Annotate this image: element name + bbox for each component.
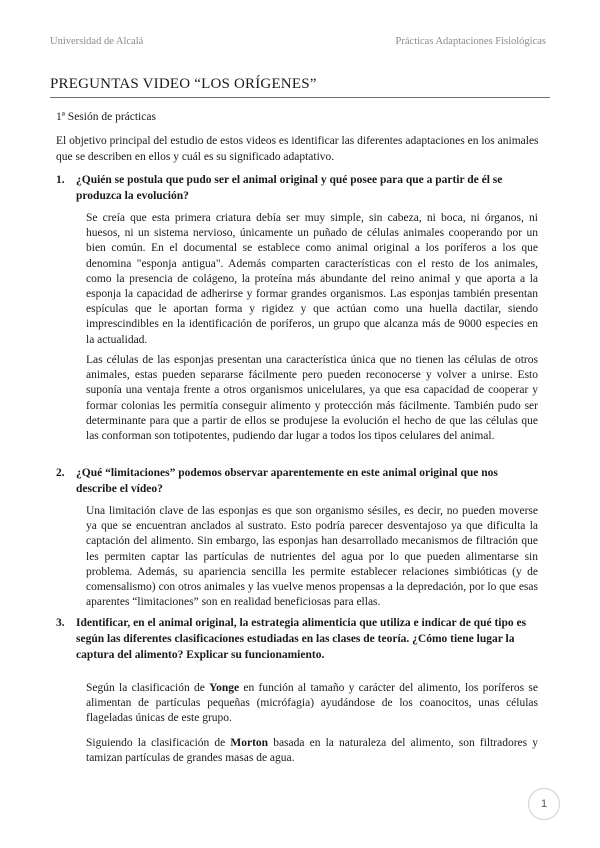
classification-name: Yonge	[209, 682, 240, 694]
session-label: 1ª Sesión de prácticas	[56, 111, 156, 123]
classification-name: Morton	[230, 737, 269, 749]
question-2	[56, 465, 536, 497]
answer-3-paragraph-1	[86, 681, 538, 727]
answer-text: Siguiendo la clasificación de	[86, 737, 231, 749]
answer-text: en función al tamaño y carácter del alimento, los poríferos se alimentan de partículas pequeñas (micrófagia) ayudándose de los coanocitos, unas células flageladas únicas de este grupo.	[86, 682, 539, 725]
answer-3-paragraph-2	[86, 736, 538, 766]
header-course: Prácticas Adaptaciones Fisiológicas	[395, 36, 546, 47]
question-text: ¿Qué “limitaciones” podemos observar aparentemente en este animal original que nos describe el vídeo?	[76, 467, 498, 495]
question-number: 3.	[56, 617, 65, 629]
intro-paragraph: El objetivo principal del estudio de estos videos es identificar las diferentes adaptaciones en los animales que se describen en ellos y cuál es su significado adaptativo.	[56, 135, 539, 163]
question-3	[56, 615, 536, 663]
answer-2-paragraph-1: Una limitación clave de las esponjas es que son organismo sésiles, es decir, no pueden moverse ya que se encuentran anclados al sustrato. Esto podría parecer desventajoso ya que dificulta la captación del alimento. Sin embargo, las esponjas han desarrollado mecanismos de filtración que les permiten captar las partículas de nutrientes del agua por lo que pueden alimentarse sin problema. Además, su apariencia sencilla les permite establecer relaciones simbióticas (y de comensalismo) con otros animales y las vuelve menos propensas a la depredación, por lo que esas aparentes “limitaciones” son en realidad beneficiosas para ellas.	[86, 505, 538, 609]
page-title: PREGUNTAS VIDEO “LOS ORÍGENES”	[50, 76, 550, 98]
question-text: Identificar, en el animal original, la estrategia alimenticia que utiliza e indicar de qué tipo es según las diferentes clasificaciones estudiadas en las clases de teoría. ¿Cómo tiene lugar la captura del alimento? Explicar su funcionamiento.	[76, 617, 527, 661]
question-number: 1.	[56, 174, 65, 186]
question-number: 2.	[56, 467, 65, 479]
header-university: Universidad de Alcalá	[50, 36, 144, 47]
answer-text: basada en la naturaleza del alimento, son filtradores y tamizan partículas de grandes masas de agua.	[86, 737, 538, 765]
question-text: ¿Quién se postula que pudo ser el animal original y qué posee para que a partir de él se produzca la evolución?	[76, 174, 503, 202]
answer-1-paragraph-1: Se creía que esta primera criatura debía ser muy simple, sin cabeza, ni boca, ni órganos, ni huesos, ni un sistema nervioso, únicamente un puñado de células animales cooperando por un bien común. En el documental se establece como animal original a los poríferos a los que denomina "esponja antigua". Además comparten características con el resto de los animales, como la presencia de colágeno, la proteína más abundante del reino animal y que aporta a la esponja la capacidad de adherirse y formar grandes organismos. Las esponjas también presentan espículas que le aportan forma y rigidez y que actúan como una huella dactilar, siendo imprescindibles en la identificación de poríferos, un grupo que alcanza más de 9000 especies en la actualidad.	[86, 212, 538, 346]
page-number: 1	[528, 788, 560, 820]
question-1	[56, 172, 536, 204]
answer-1-paragraph-2: Las células de las esponjas presentan una característica única que no tienen las células de otros animales, estas pueden separarse fácilmente pero pueden reconocerse y volver a unirse. Esto suponía una ventaja frente a otros organismos unicelulares, ya que esa capacidad de cooperar y formar colonias les permitía conseguir alimento y protección más fácilmente. También pudo ser determinante para que a partir de ellos se produjese la evolución el hecho de que las células que las conforman son totipotentes, pudiendo dar lugar a todos los tipos celulares del animal.	[86, 354, 538, 443]
answer-text: Según la clasificación de	[86, 682, 210, 694]
